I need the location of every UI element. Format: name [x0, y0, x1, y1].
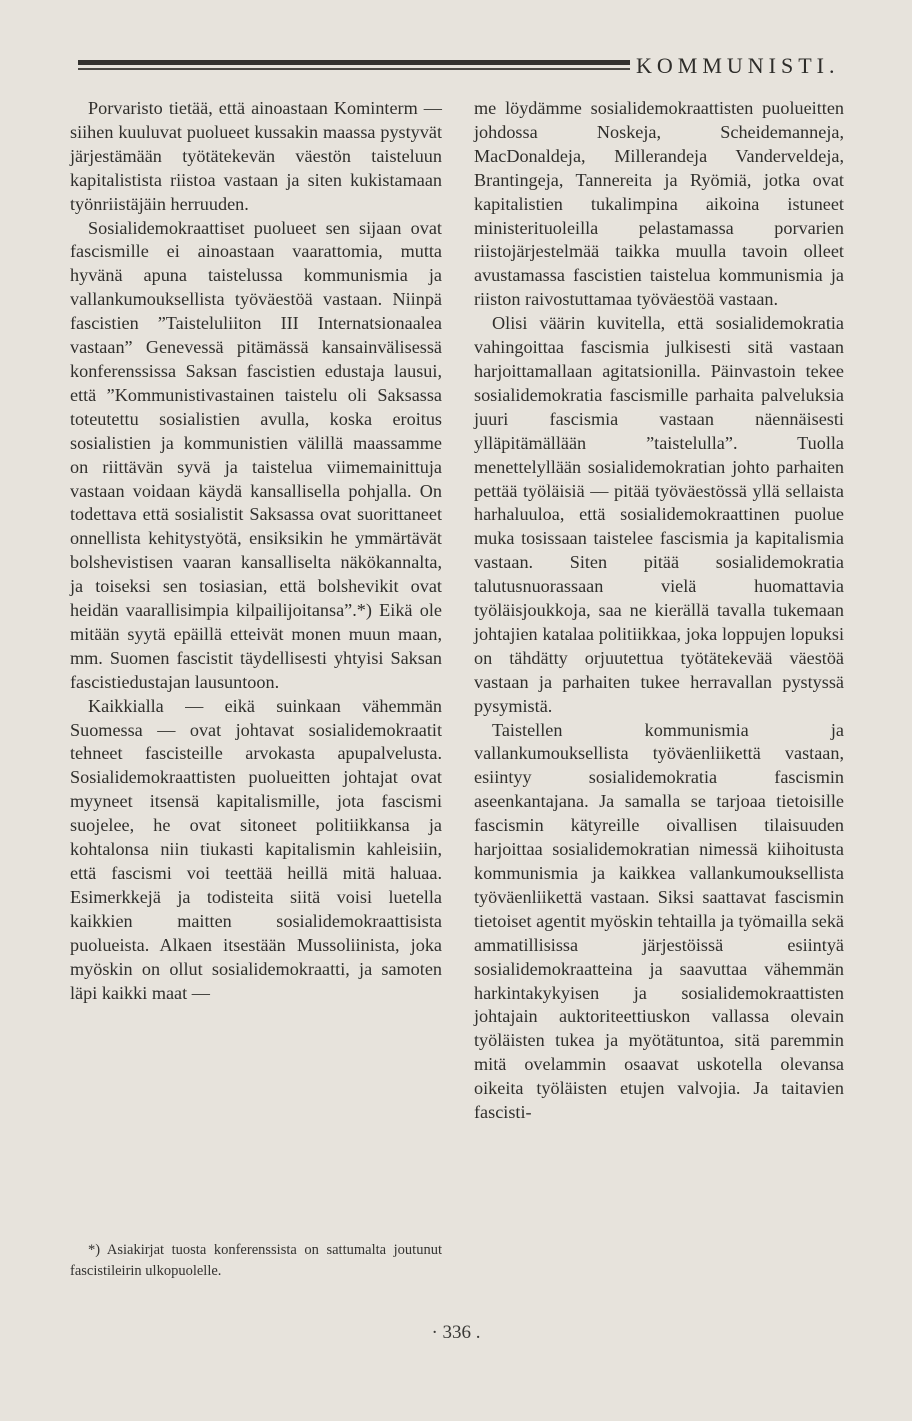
footnote: *) Asiakirjat tuosta konferenssista on sattumalta joutunut fascistileirin ulkopuolelle.	[70, 1242, 442, 1279]
header-rule-thick	[78, 60, 630, 65]
right-paragraph-3: Taistellen kommunismia ja vallankumouksellista työväenliikettä vastaan, esiintyy sosialidemokratia fascismin aseenkantajana. Ja samalla se tarjoaa tietoisille fascismin kätyreille oivallisen tilaisuuden harjoittaa sosialidemokratian nimessä kiihoitusta kommunismia ja kaikkea vallankumouksellista työväenliikettä vastaan. Siksi saattavat fascismin tietoiset agentit myöskin tehtailla ja työmailla sekä ammatillisissa järjestöissä esiintyä sosialidemokraatteina ja saavuttaa vähemmän harkintakykyisen ja sosialidemokraattisten johtajain auktoriteettiuskon vallassa olevain työläisten tukea ja myötätuntoa, sitä paremmin mitä ovelammin osaavat uskotella olevansa oikeita työläisten etujen valvojia. Ja taitavien fascisti-	[474, 719, 844, 1123]
left-paragraph-1: Porvaristo tietää, että ainoastaan Kominterm — siihen kuuluvat puolueet kussakin maassa pystyvät järjestämään työtätekevän väestön taisteluun kapitalistista riistoa vastaan ja siten kukistamaan työnriistäjäin herruuden.	[70, 98, 442, 214]
running-head: KOMMUNISTI.	[636, 53, 840, 78]
left-paragraph-2: Sosialidemokraattiset puolueet sen sijaan ovat fascismille ei ainoastaan vaarattomia, mutta hyvänä apuna taistelussa kommunismia ja vallankumouksellista työväestöä vastaan. Niinpä fascistien ”Taisteluliiton III Internatsionaalea vastaan” Genevessä pitämässä kansainvälisessä konferenssissa Saksan fascistien edustaja lausui, että ”Kommunistivastainen taistelu oli Saksassa toteutettu sosialistien avulla, koska eroitus sosialistien ja kommunistien välillä maassamme on riittävän syvä ja taistelua viimemainittuja vastaan voidaan käydä kansallisella pohjalla. On todettava että sosialistit Saksassa ovat suorittaneet onnellista kehitystyötä, ensiksikin he ymmärtävät bolshevistisen vaaran kansalliselta näkökannalta, ja toiseksi sen tosiasian, että bolshevikit ovat heidän vaarallisimpia kilpailijoitansa”.*) Eikä ole mitään syytä epäillä etteivät monen muun maan, mm. Suomen fascistit täydellisesti yhtyisi Saksan fascistiedustajan lausuntoon.	[70, 217, 442, 692]
right-column	[474, 97, 844, 1125]
left-column	[70, 97, 442, 1005]
right-paragraph-2: Olisi väärin kuvitella, että sosialidemokratia vahingoittaa fascismia julkisesti sitä vastaan harjoittamallaan agitatsionilla. Päinvastoin tekee sosialidemokratia fascismille parhaita palveluksia juuri fascismia vastaan näennäisesti ylläpitämällään ”taistelulla”. Tuolla menettelyllään sosialidemokratian johto parhaiten pettää työläisiä — pitää työväestössä yllä sellaista harhaluuloa, että sosialidemokraattinen puolue muka tosissaan taistelee fascismia ja kapitalismia vastaan. Siten pitää sosialidemokratia talutusnuorassaan vielä huomattavia työläisjoukkoja, saa ne kierällä tavalla tukemaan johtajien katalaa politiikkaa, joka loppujen lopuksi on tähdätty orjuutettua työtätekevää väestöä vastaan ja parhaiten tukee herravallan pystyssä pysymistä.	[474, 313, 844, 716]
right-paragraph-1: me löydämme sosialidemokraattisten puolueitten johdossa Noskeja, Scheidemanneja, MacDonaldeja, Millerandeja Vanderveldeja, Brantingeja, Tannereita ja Ryömiä, jotka ovat kapitalistien tukalimpina aikoina istuneet ministerituoleilla pelastamassa porvarien riistojärjestelmää taikka muulla tavoin olleet avustamassa fascistien taistelua kommunismia ja riiston raivostuttamaa työväestöä vastaan.	[474, 98, 844, 310]
header-rule	[78, 60, 630, 72]
header-rule-thin	[78, 68, 630, 70]
page-number: · 336 .	[431, 1322, 481, 1343]
left-paragraph-3: Kaikkialla — eikä suinkaan vähemmän Suomessa — ovat johtavat sosialidemokraatit tehneet fascisteille arvokasta apupalvelusta. Sosialidemokraattisten puolueitten johtajat ovat myyneet itsensä kapitalismille, jota fascismi suojelee, he ovat sitoneet politiikkansa ja kohtalonsa niin tiukasti kapitalismin kahleisiin, että fascismi voi teettää heillä mitä haluaa. Esimerkkejä ja todisteita siitä voisi luetella kaikkien maitten sosialidemokraattisista puolueista. Alkaen itsestään Mussoliinista, joka myöskin on ollut sosialidemokraatti, ja samoten läpi kaikki maat —	[70, 695, 442, 1003]
